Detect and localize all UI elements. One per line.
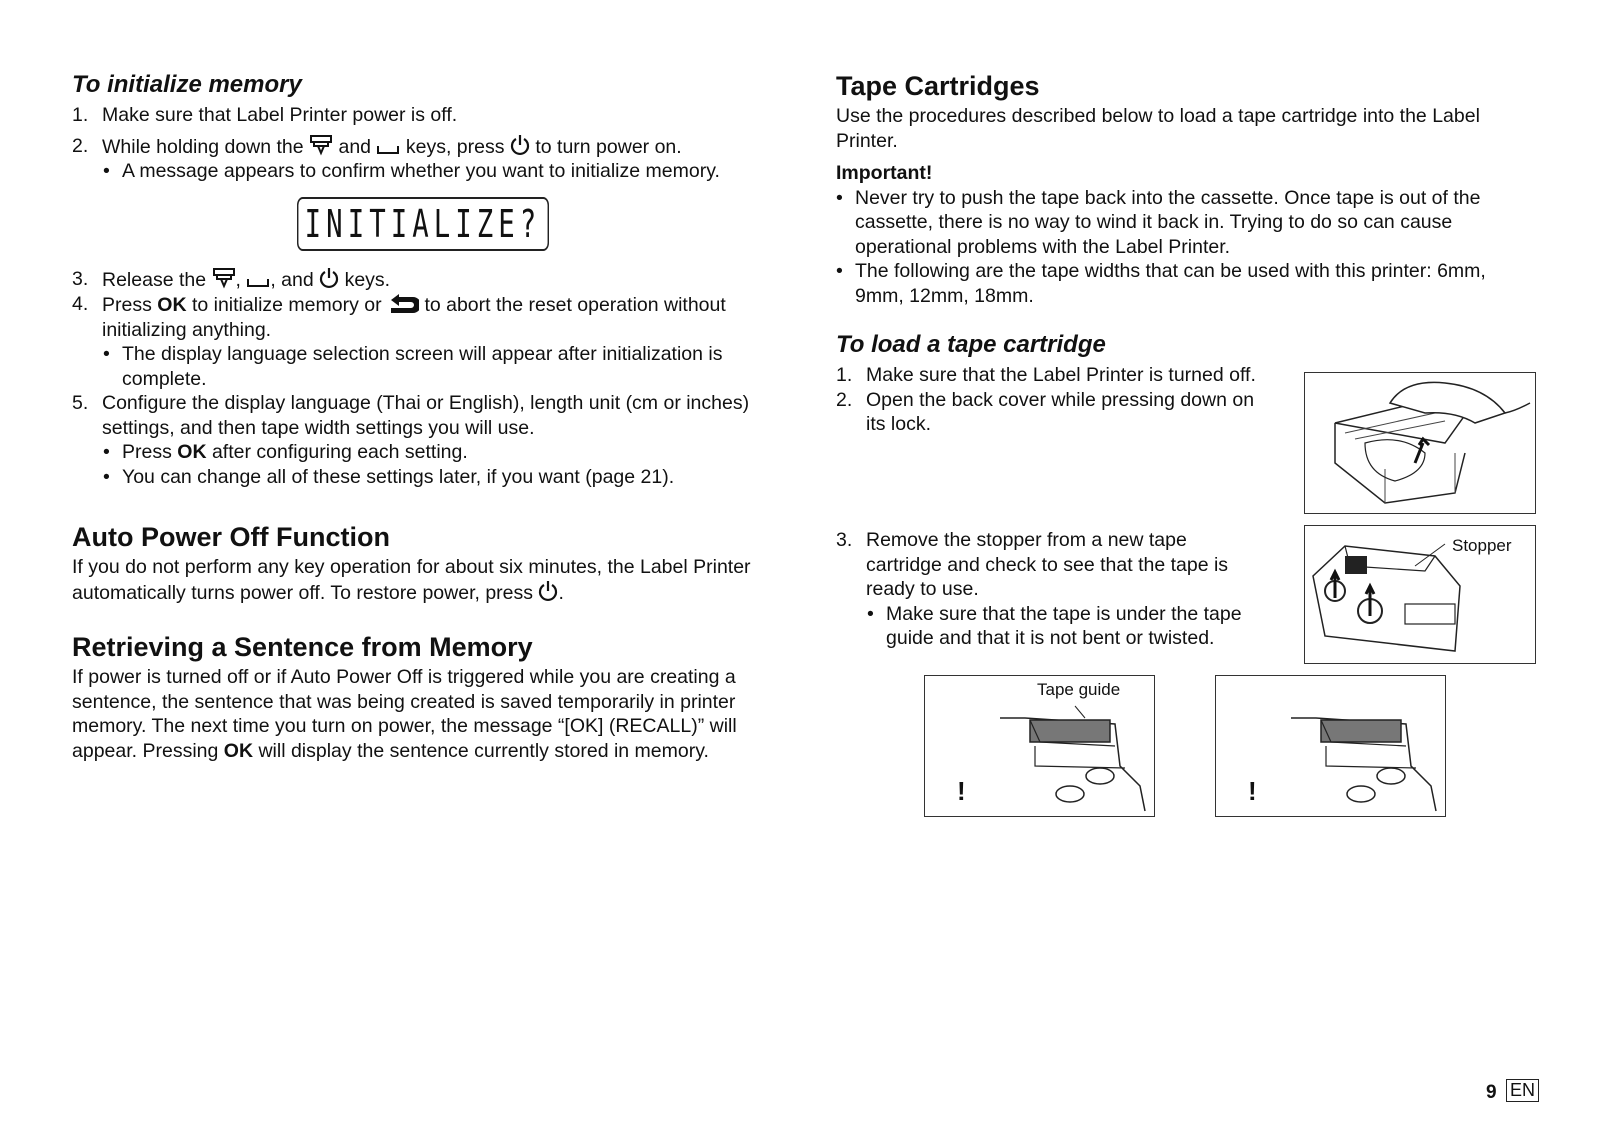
left-column — [72, 70, 772, 763]
power-icon — [538, 580, 558, 602]
printer-cover-drawing — [1305, 373, 1534, 512]
function-key-icon — [309, 134, 333, 156]
escape-key-icon — [387, 292, 419, 314]
page-number: 9 — [1486, 1082, 1497, 1103]
retrieving-sentence-heading: Retrieving a Sentence from Memory — [72, 632, 533, 662]
auto-power-off-text: If you do not perform any key operation for about six minutes, the Label Printer automatically turns power off. To restore power, press . — [72, 556, 751, 604]
load-cartridge-heading: To load a tape cartridge — [836, 331, 1106, 358]
tape-guide-illustration-2 — [1215, 675, 1446, 817]
open-cover-illustration — [1304, 372, 1536, 514]
init-step-3: 3. Release the , , and keys. — [72, 267, 391, 291]
retrieving-sentence-text: If power is turned off or if Auto Power Off is triggered while you are creating a sentence, the sentence that was being created is saved temporarily in printer memory. The next time you turn on power, the message “[OK] (RECALL)” will appear. Pressing OK will display the sentence currently stored in memory. — [72, 666, 737, 762]
init-step-5-note-2: • You can change all of these settings later, if you want (page 21). — [72, 465, 772, 490]
init-step-5: 5. Configure the display language (Thai or English), length unit (cm or inches) settings, and then tape width settings you will use. — [72, 392, 750, 439]
important-note-1: • Never try to push the tape back into the cassette. Once tape is out of the cassette, there is no way to wind it back in. Trying to do so can cause operational problems with the Label Printer. — [836, 186, 1536, 260]
important-label: Important! — [836, 162, 933, 184]
init-step-5-note-1: • Press OK after configuring each setting. — [72, 440, 772, 465]
warning-icon: ! — [957, 776, 966, 806]
init-step-2-note: • A message appears to confirm whether you want to initialize memory. — [72, 159, 772, 184]
init-step-4-note: • The display language selection screen will appear after initialization is complete. — [72, 342, 772, 391]
tape-guide-illustration-1 — [924, 675, 1155, 817]
init-step-2: 2. While holding down the and keys, press to turn power on. — [72, 134, 682, 158]
power-icon — [319, 267, 339, 289]
init-memory-heading: To initialize memory — [72, 71, 302, 98]
stopper-label: Stopper — [1452, 536, 1512, 555]
warning-icon: ! — [1248, 776, 1257, 806]
load-step-1: 1. Make sure that the Label Printer is turned off. — [836, 364, 1256, 386]
function-key-icon — [212, 267, 236, 289]
lcd-display: INITIALIZE? — [297, 197, 549, 251]
tape-intro-text: Use the procedures described below to load a tape cartridge into the Label Printer. — [836, 105, 1480, 152]
language-badge: EN — [1506, 1079, 1539, 1102]
init-step-4: 4. Press OK to initialize memory or to abort the reset operation without initializing anything. — [72, 293, 726, 341]
load-step-3-note: • Make sure that the tape is under the tape guide and that it is not bent or twisted. — [836, 602, 1266, 651]
space-key-icon — [246, 275, 270, 289]
load-step-3: 3. Remove the stopper from a new tape cartridge and check to see that the tape is ready to use. — [836, 529, 1229, 600]
load-step-2: 2. Open the back cover while pressing down on its lock. — [836, 388, 1255, 435]
stopper-illustration — [1304, 525, 1536, 664]
power-icon — [510, 134, 530, 156]
space-key-icon — [376, 142, 400, 156]
auto-power-off-heading: Auto Power Off Function — [72, 522, 390, 552]
tape-cartridges-heading: Tape Cartridges — [836, 71, 1040, 101]
tape-guide-label: Tape guide — [1037, 680, 1121, 699]
important-note-2: • The following are the tape widths that can be used with this printer: 6mm, 9mm, 12mm, 18mm. — [836, 259, 1536, 308]
load-step-3-block — [836, 528, 1266, 651]
init-step-1: 1. Make sure that Label Printer power is off. — [72, 104, 458, 126]
